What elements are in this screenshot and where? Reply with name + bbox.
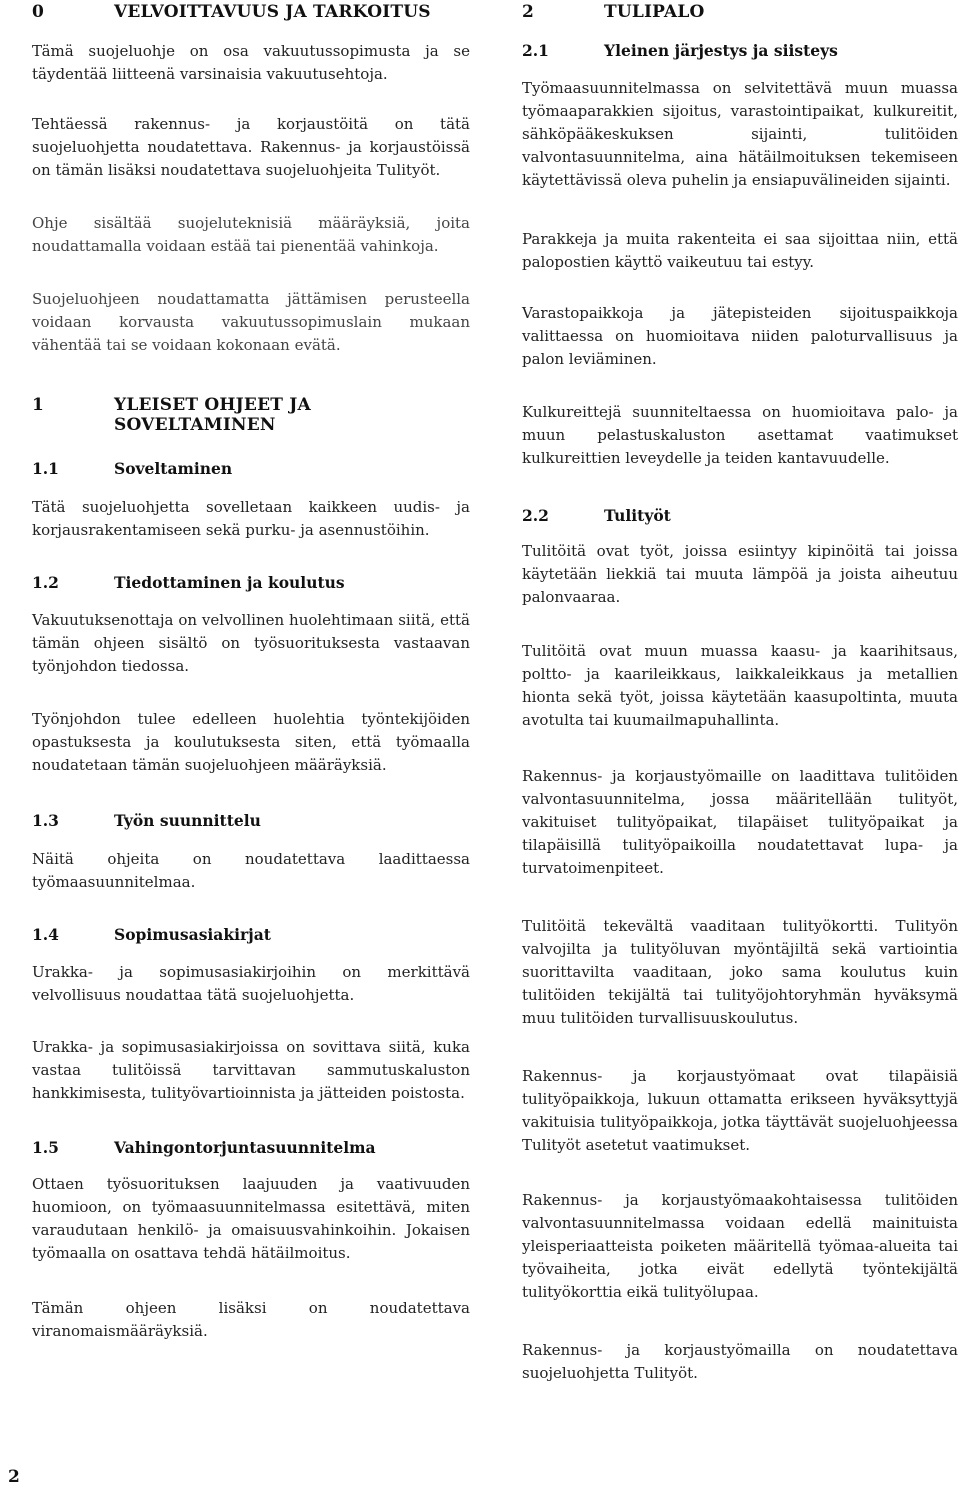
paragraph: Työmaasuunnitelmassa on selvitettävä muun muassa työmaaparakkien sijoitus, varastointipaikat, kulkureitit, sähköpääkeskuksen sijainti, tulitöiden valvontasuunnitelma, aina hätäilmoituksen tekemiseen käytettävissä oleva puhelin ja ensiapuvälineiden sijainti. [522,79,958,189]
subsection-number: 1.4 [32,925,59,944]
subsection-number: 2.2 [522,506,549,525]
paragraph: Tulitöitä ovat muun muassa kaasu- ja kaarihitsaus, poltto- ja kaarileikkaus, laikkaleikkaus ja metallien hionta sekä työt, joissa käytetään kaasupoltinta, muuta avotulta tai kuumailmapuhallinta. [522,642,958,729]
paragraph: Tämän ohjeen lisäksi on noudatettava viranomaismääräyksiä. [32,1299,470,1340]
paragraph: Urakka- ja sopimusasiakirjoissa on sovittava siitä, kuka vastaa tulitöissä tarvittavan sammutuskaluston hankkimisesta, tulityövartioinnista ja jätteiden poistosta. [32,1038,470,1102]
subsection-number: 1.1 [32,459,59,478]
paragraph: Tätä suojeluohjetta sovelletaan kaikkeen uudis- ja korjausrakentamiseen sekä purku- ja asennustöihin. [32,498,470,539]
section-title: TULIPALO [604,2,705,22]
subsection-1-5-heading [32,1139,376,1158]
paragraph: Rakennus- ja korjaustyömaille on laadittava tulitöiden valvontasuunnitelma, jossa määritellään tulityöt, vakituiset tulityöpaikat, tilapäiset tulityöpaikat ja tilapäisillä tulityöpaikoilla noudatettavat lupa- ja turvatoimenpiteet. [522,767,958,877]
subsection-1-1-heading [32,460,232,479]
section-title-line: SOVELTAMINEN [114,415,276,436]
paragraph: Näitä ohjeita on noudatettava laadittaessa työmaasuunnitelmaa. [32,850,470,891]
subsection-2-1-heading [522,42,838,61]
paragraph: Tulitöitä tekevältä vaaditaan tulityökortti. Tulityön valvojilta ja tulityöluvan myöntäjiltä sekä vartiointia suorittavilta vaaditaan, joko sama koulutus kuin tulitöiden tekijältä tai tulityöjohtoryhmän hyväksymä muu tulitöiden turvallisuuskoulutus. [522,917,958,1027]
subsection-1-4-heading [32,926,271,945]
section-number: 2 [522,2,535,22]
subsection-title: Vahingontorjuntasuunnitelma [114,1138,376,1157]
section-2-heading [522,2,704,22]
paragraph: Varastopaikkoja ja jätepisteiden sijoituspaikkoja valittaessa on huomioitava niiden paloturvallisuus ja palon leviäminen. [522,304,958,368]
paragraph: Parakkeja ja muita rakenteita ei saa sijoittaa niin, että palopostien käyttö vaikeutuu tai estyy. [522,230,958,271]
section-number: 1 [32,395,45,415]
paragraph: Kulkureittejä suunniteltaessa on huomioitava palo- ja muun pelastuskaluston asettamat vaatimukset kulkureittien leveydelle ja teiden kantavuudelle. [522,403,958,467]
section-title: VELVOITTAVUUS JA TARKOITUS [114,2,431,22]
page-number: 2 [8,1467,20,1487]
paragraph: Ottaen työsuorituksen laajuuden ja vaativuuden huomioon, on työmaasuunnitelmassa esitettävä, miten varaudutaan henkilö- ja omaisuusvahinkoihin. Jokaisen työmaalla on osattava tehdä hätäilmoitus. [32,1175,470,1262]
paragraph: Työnjohdon tulee edelleen huolehtia työntekijöiden opastuksesta ja koulutuksesta siten, että työmaalla noudatetaan tämän suojeluohjeen määräyksiä. [32,710,470,774]
subsection-number: 1.5 [32,1138,59,1157]
section-0-heading [32,2,431,22]
paragraph: Urakka- ja sopimusasiakirjoihin on merkittävä velvollisuus noudattaa tätä suojeluohjetta. [32,963,470,1004]
section-title-line: YLEISET OHJEET JA [114,395,311,415]
subsection-title: Soveltaminen [114,459,233,478]
paragraph: Vakuutuksenottaja on velvollinen huolehtimaan siitä, että tämän ohjeen sisältö on työsuorituksesta vastaavan työnjohdon tiedossa. [32,611,470,675]
paragraph: Rakennus- ja korjaustyömaat ovat tilapäisiä tulityöpaikkoja, lukuun ottamatta erikseen hyväksyttyjä vakituisia tulityöpaikkoja, jotka täyttävät suojeluohjeessa Tulityöt asetetut vaatimukset. [522,1067,958,1154]
paragraph: Ohje sisältää suojeluteknisiä määräyksiä, joita noudattamalla voidaan estää tai pienentää vahinkoja. [32,214,470,255]
subsection-number: 1.2 [32,573,59,592]
section-1-heading [32,395,311,436]
subsection-title: Yleinen järjestys ja siisteys [604,41,838,60]
subsection-title: Tulityöt [604,506,671,525]
paragraph: Tämä suojeluohje on osa vakuutussopimusta ja se täydentää liitteenä varsinaisia vakuutusehtoja. [32,42,470,83]
subsection-2-2-heading [522,507,671,526]
subsection-1-3-heading [32,812,261,831]
paragraph: Tulitöitä ovat työt, joissa esiintyy kipinöitä tai joissa käytetään liekkiä tai muuta lämpöä ja joista aiheutuu palonvaaraa. [522,542,958,606]
subsection-number: 1.3 [32,811,59,830]
paragraph: Rakennus- ja korjaustyömaakohtaisessa tulitöiden valvontasuunnitelmassa voidaan edellä mainituista yleisperiaatteista poiketen määritellä työmaa-alueita tai työvaiheita, jotka eivät edellytä työntekijältä tulityökorttia eikä tulityölupaa. [522,1191,958,1301]
subsection-1-2-heading [32,574,345,593]
section-title [114,395,311,436]
subsection-title: Sopimusasiakirjat [114,925,271,944]
paragraph: Suojeluohjeen noudattamatta jättämisen perusteella voidaan korvausta vakuutussopimuslain mukaan vähentää tai se voidaan kokonaan evätä. [32,290,470,354]
paragraph: Rakennus- ja korjaustyömailla on noudatettava suojeluohjetta Tulityöt. [522,1341,958,1382]
section-number: 0 [32,2,45,22]
subsection-title: Tiedottaminen ja koulutus [114,573,345,592]
subsection-title: Työn suunnittelu [114,811,261,830]
paragraph: Tehtäessä rakennus- ja korjaustöitä on tätä suojeluohjetta noudatettava. Rakennus- ja korjaustöissä on tämän lisäksi noudatettava suojeluohjeita Tulityöt. [32,115,470,179]
subsection-number: 2.1 [522,41,549,60]
